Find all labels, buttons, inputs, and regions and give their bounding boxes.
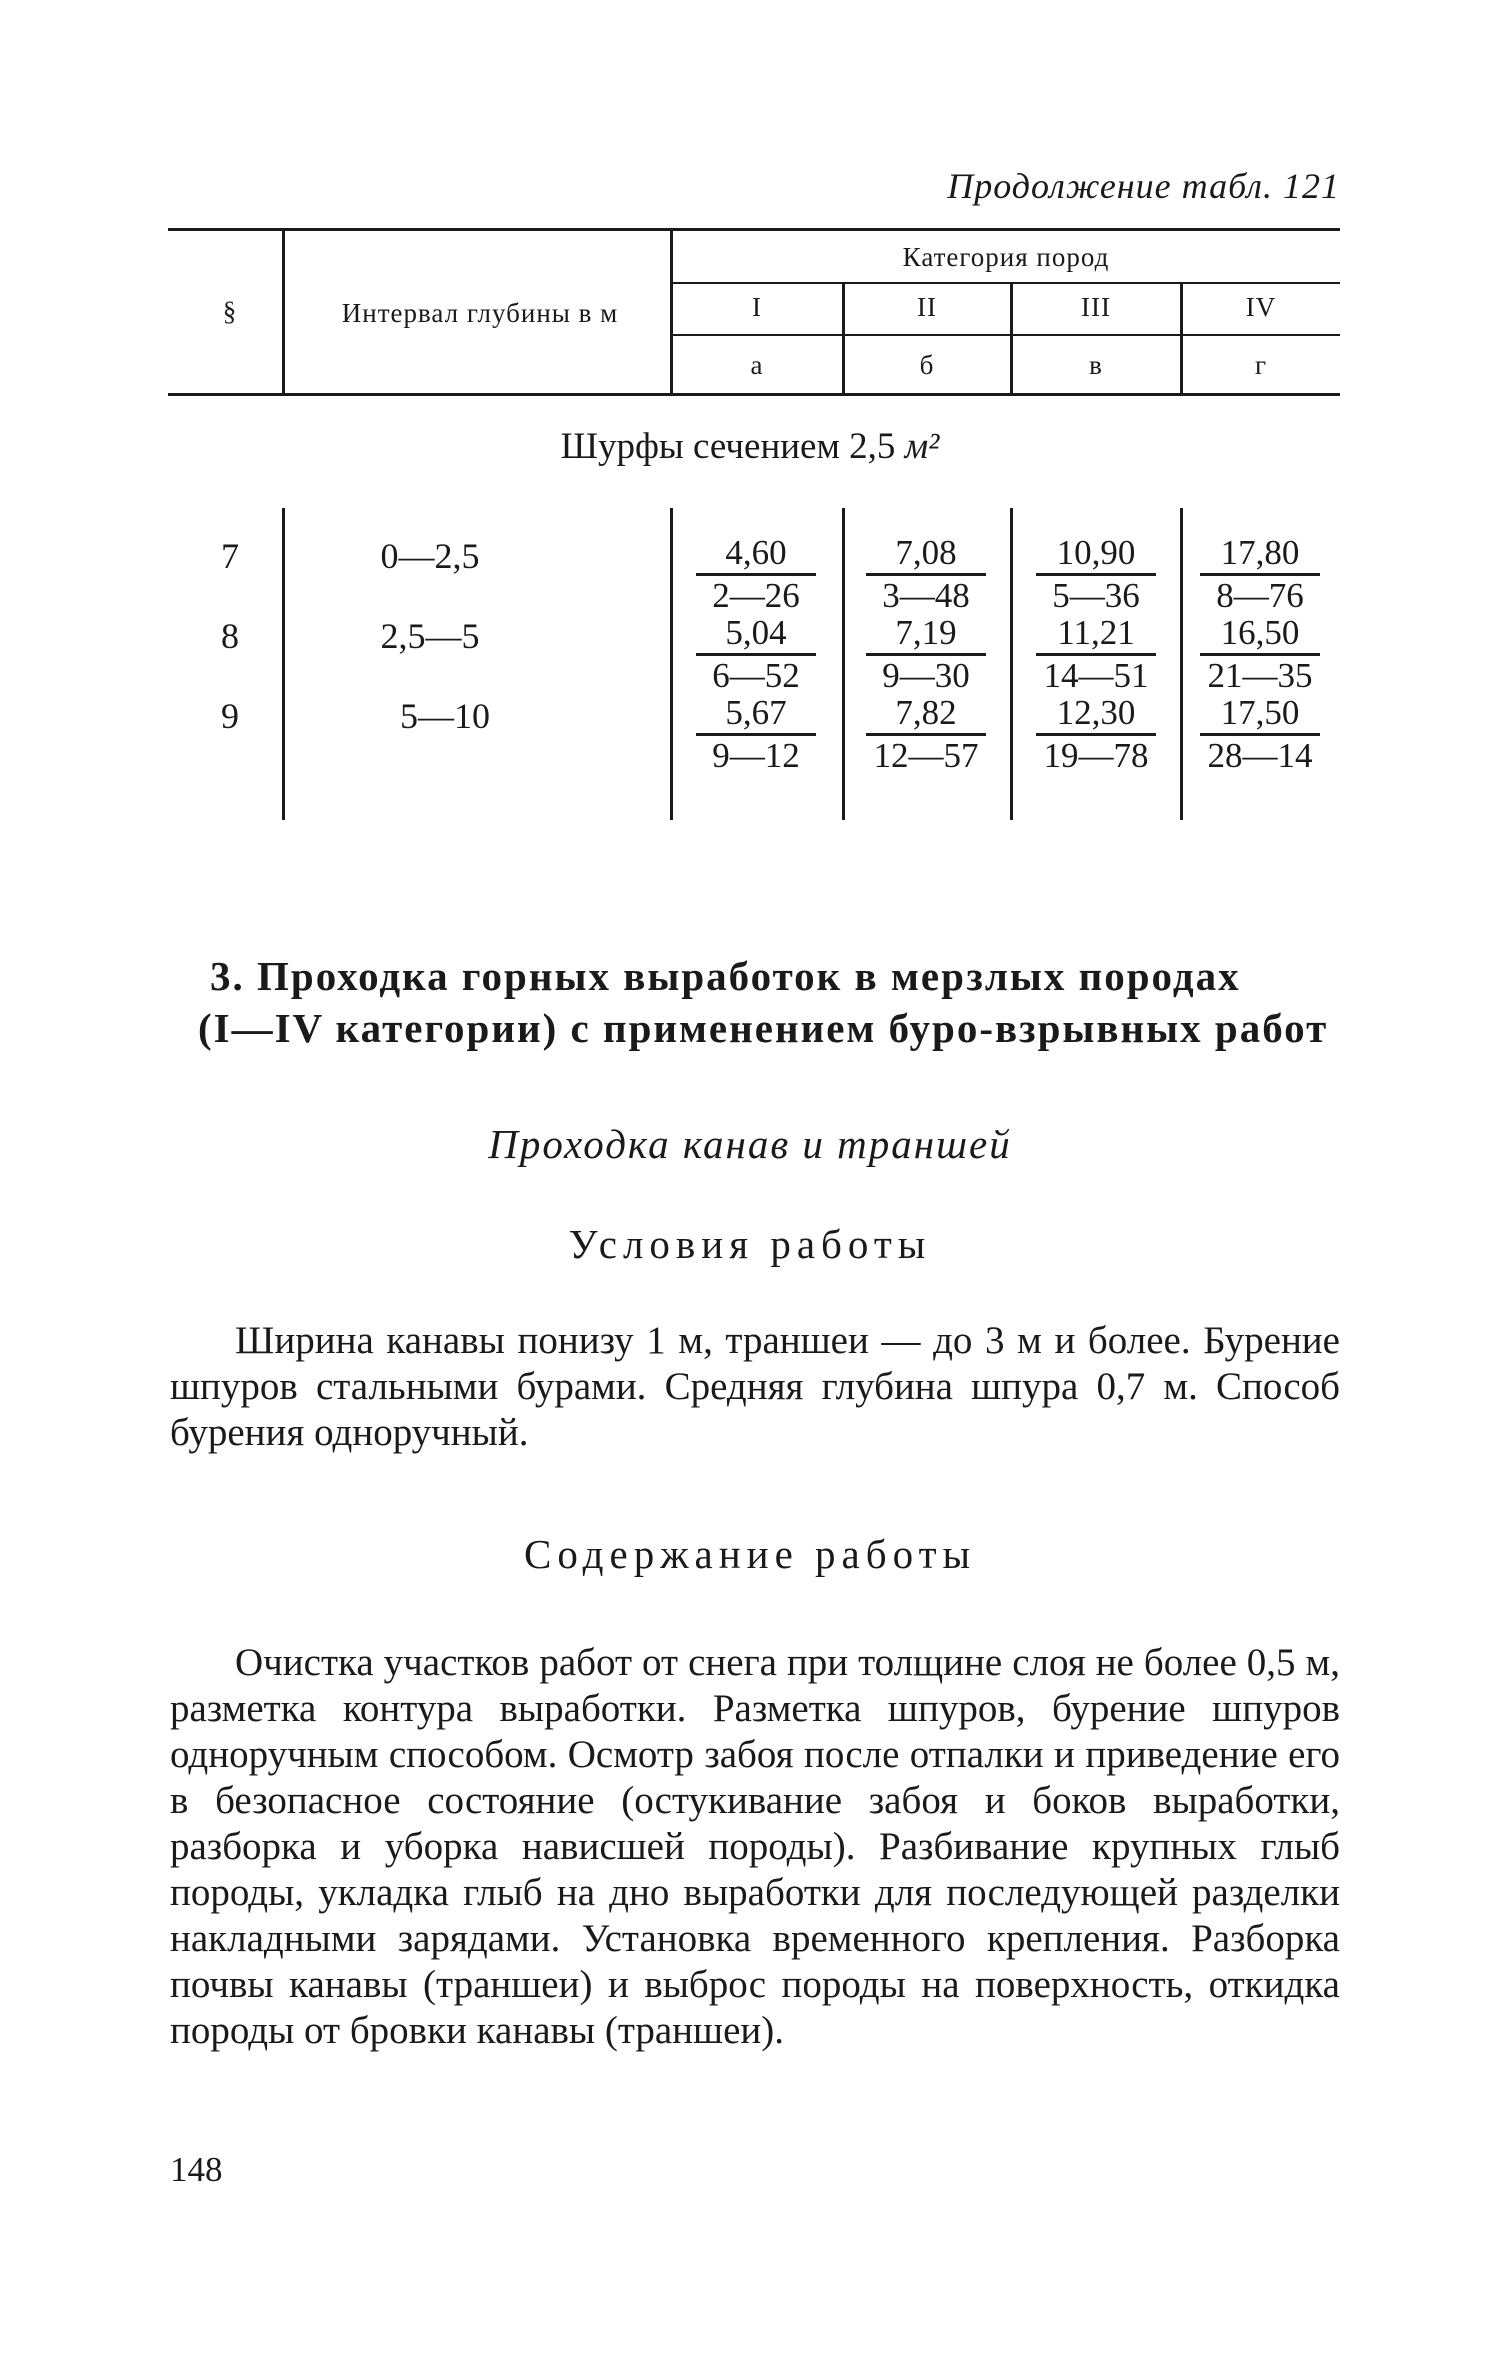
row-section-number: 7 [221, 536, 239, 576]
header-category: III [1081, 292, 1111, 322]
table-divider [1010, 508, 1013, 820]
conditions-paragraph: Ширина канавы понизу 1 м, траншеи — до 3 м и более. Бурение шпуров стальными бурами. Средняя глубина шпура 0,7 м. Способ бурения одноручный. [170, 1319, 1340, 1454]
row-depth-interval: 5—10 [400, 696, 490, 736]
row-section-number: 9 [221, 696, 239, 736]
content-paragraph: Очистка участков работ от снега при толщине слоя не более 0,5 м, разметка контура выработки. Разметка шпуров, бурение шпуров одноручным способом. Осмотр забоя после отпалки и приведение его в безопасное состояние (остукивание забоя и боков выработки, разборка и уборка нависшей породы). Разбивание крупных глыб породы, укладка глыб на дно выработки для последующей разделки накладными зарядами. Установка временного крепления. Разборка почвы канавы (траншеи) и выброс породы на поверхность, откидка породы от бровки канавы (траншеи). [170, 1641, 1340, 2052]
section-subtitle: Проходка канав и траншей [488, 1121, 1012, 1167]
table-divider [842, 508, 845, 820]
table-header-bottom-rule [168, 393, 1340, 396]
table-divider [1180, 508, 1183, 820]
section-title-line: (I—IV категории) с применением буро-взрывных работ [198, 1005, 1329, 1051]
value-fraction: 11,21 14—51 [1036, 615, 1156, 693]
header-section: § [222, 296, 238, 326]
header-category-letter: в [1089, 350, 1103, 380]
header-category-letter: а [750, 350, 764, 380]
category-header-rule [670, 282, 1340, 284]
header-depth-interval: Интервал глубины в м [341, 298, 619, 328]
header-category: IV [1245, 292, 1277, 322]
table-group-caption [160, 425, 1340, 468]
header-rock-category: Категория пород [902, 242, 1110, 272]
value-fraction: 12,30 19—78 [1036, 695, 1156, 773]
value-fraction: 7,19 9—30 [866, 615, 986, 693]
header-category-letter: г [1254, 350, 1268, 380]
value-fraction: 17,80 8—76 [1200, 535, 1320, 613]
section-title [198, 950, 1340, 1054]
value-fraction: 5,04 6—52 [696, 615, 816, 693]
header-category: I [752, 292, 762, 322]
table-divider [670, 508, 673, 820]
category-letters-rule [670, 334, 1340, 336]
table-continuation-caption: Продолжение табл. 121 [947, 166, 1340, 206]
page-number: 148 [170, 2150, 223, 2189]
header-category: II [917, 292, 937, 322]
value-fraction: 5,67 9—12 [696, 695, 816, 773]
row-section-number: 8 [221, 616, 239, 656]
value-fraction: 4,60 2—26 [696, 535, 816, 613]
group-caption-text: Шурфы сечением 2,5 [560, 426, 896, 467]
section-title-line: 3. Проходка горных выработок в мерзлых породах [210, 953, 1241, 999]
value-fraction: 7,08 3—48 [866, 535, 986, 613]
group-caption-unit: м² [904, 426, 940, 467]
table-divider [282, 230, 285, 393]
value-fraction: 17,50 28—14 [1200, 695, 1320, 773]
header-category-letter: б [919, 350, 935, 380]
table-divider [282, 508, 285, 820]
row-depth-interval: 0—2,5 [380, 536, 480, 576]
content-heading: Содержание работы [523, 1531, 977, 1577]
row-depth-interval: 2,5—5 [380, 616, 480, 656]
value-fraction: 16,50 21—35 [1200, 615, 1320, 693]
conditions-heading: Условия работы [568, 1221, 932, 1267]
table-top-rule [168, 228, 1340, 231]
value-fraction: 10,90 5—36 [1036, 535, 1156, 613]
value-fraction: 7,82 12—57 [866, 695, 986, 773]
